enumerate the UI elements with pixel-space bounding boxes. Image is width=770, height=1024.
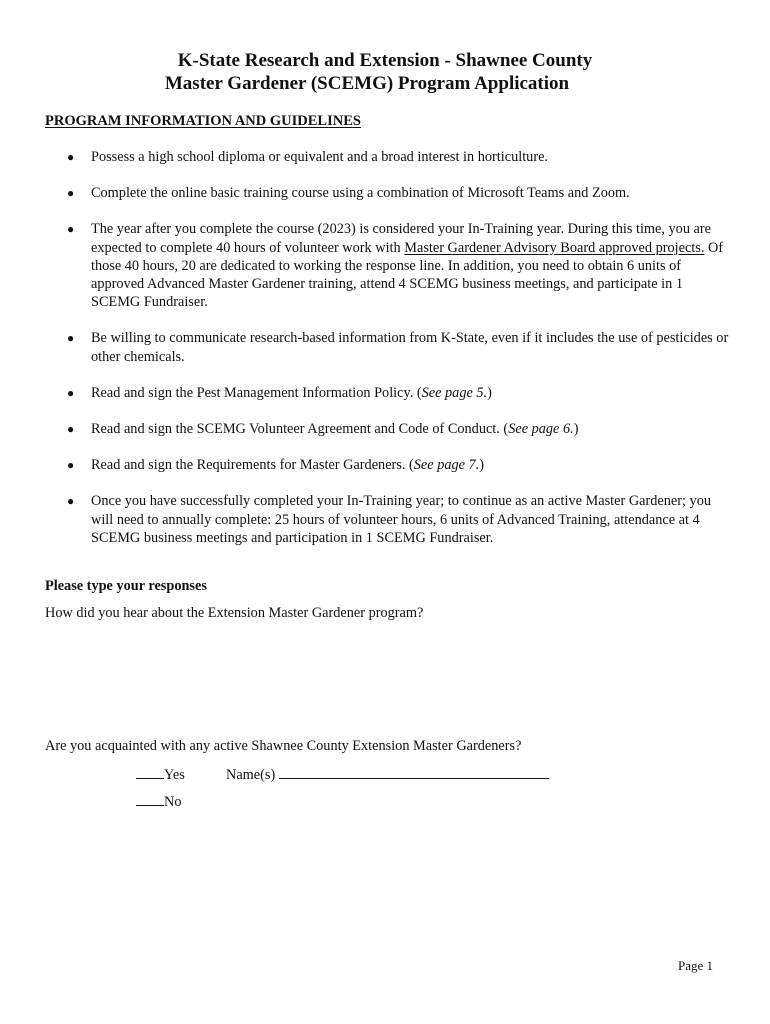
yes-label: Yes <box>164 767 185 783</box>
guideline-text: Complete the online basic training course using a combination of Microsoft Teams and Zoom. <box>91 185 630 202</box>
approved-projects-link[interactable]: Master Gardener Advisory Board approved projects. <box>404 239 705 256</box>
bullet-icon: ● <box>67 331 75 346</box>
guideline-item <box>45 148 735 166</box>
bullet-icon: ● <box>67 385 75 400</box>
guideline-text: Once you have successfully completed your In-Training year; to continue as an active Master Gardener; you will need to annually complete: 25 hours of volunteer hours, 6 units of Advanced Training, attendance at 4 SCEMG business meetings and participation in 1 SCEMG Fundraiser. <box>91 493 711 546</box>
yes-blank[interactable] <box>136 765 164 779</box>
bullet-icon: ● <box>67 422 75 437</box>
guideline-item <box>45 220 735 311</box>
section-heading: PROGRAM INFORMATION AND GUIDELINES <box>45 113 361 129</box>
no-blank[interactable] <box>136 792 164 806</box>
guideline-text: ) <box>479 457 485 474</box>
guideline-text: Be willing to communicate research-based information from K-State, even if it includes the use of pesticides or other chemicals. <box>91 330 729 365</box>
no-option[interactable] <box>136 792 181 811</box>
guideline-item <box>45 384 735 402</box>
guideline-item <box>45 184 735 202</box>
guideline-text: Read and sign the SCEMG Volunteer Agreement and Code of Conduct. ( <box>91 421 509 438</box>
page-reference: See page 5. <box>421 384 488 401</box>
responses-heading: Please type your responses <box>45 578 207 594</box>
guideline-text: Read and sign the Pest Management Information Policy. ( <box>91 384 422 401</box>
guidelines-list <box>45 148 735 547</box>
guideline-item <box>45 420 735 438</box>
names-blank[interactable] <box>279 765 549 779</box>
guideline-text: The year after you complete the course (2023) is considered your In-Training year. During this time, you are expected to complete 40 hours of volunteer work with <box>91 221 712 256</box>
bullet-icon: ● <box>67 150 75 164</box>
question-how-did-you-hear: How did you hear about the Extension Master Gardener program? <box>45 605 424 621</box>
guideline-item <box>45 492 735 547</box>
no-label: No <box>164 794 182 810</box>
document-title <box>0 49 770 95</box>
guideline-item <box>45 329 735 365</box>
page-reference: See page 7. <box>413 457 480 474</box>
names-field[interactable] <box>226 765 549 784</box>
names-label: Name(s) <box>226 767 276 783</box>
question-acquainted: Are you acquainted with any active Shawnee County Extension Master Gardeners? <box>45 738 522 754</box>
guideline-text: ) <box>573 421 579 438</box>
page-reference: See page 6. <box>508 421 574 438</box>
bullet-icon: ● <box>67 186 75 201</box>
guideline-text: Possess a high school diploma or equivalent and a broad interest in horticulture. <box>91 149 549 165</box>
bullet-icon: ● <box>67 494 75 509</box>
guideline-text: ) <box>487 384 492 401</box>
guideline-text: Of those 40 hours, 20 are dedicated to working the response line. In addition, you need to obtain 6 units of approved Advanced Master Gardener training, attend 4 SCEMG business meetings, and participate in 1 SCEMG Fundraiser. <box>91 239 724 311</box>
guideline-item <box>45 456 735 474</box>
bullet-icon: ● <box>67 458 75 473</box>
title-line-1: K-State Research and Extension - Shawnee County <box>177 50 593 71</box>
page-number: Page 1 <box>677 958 713 973</box>
guideline-text: Read and sign the Requirements for Master Gardeners. ( <box>91 457 414 474</box>
title-line-2: Master Gardener (SCEMG) Program Application <box>164 73 570 94</box>
bullet-icon: ● <box>67 222 75 237</box>
yes-option[interactable] <box>136 765 185 784</box>
